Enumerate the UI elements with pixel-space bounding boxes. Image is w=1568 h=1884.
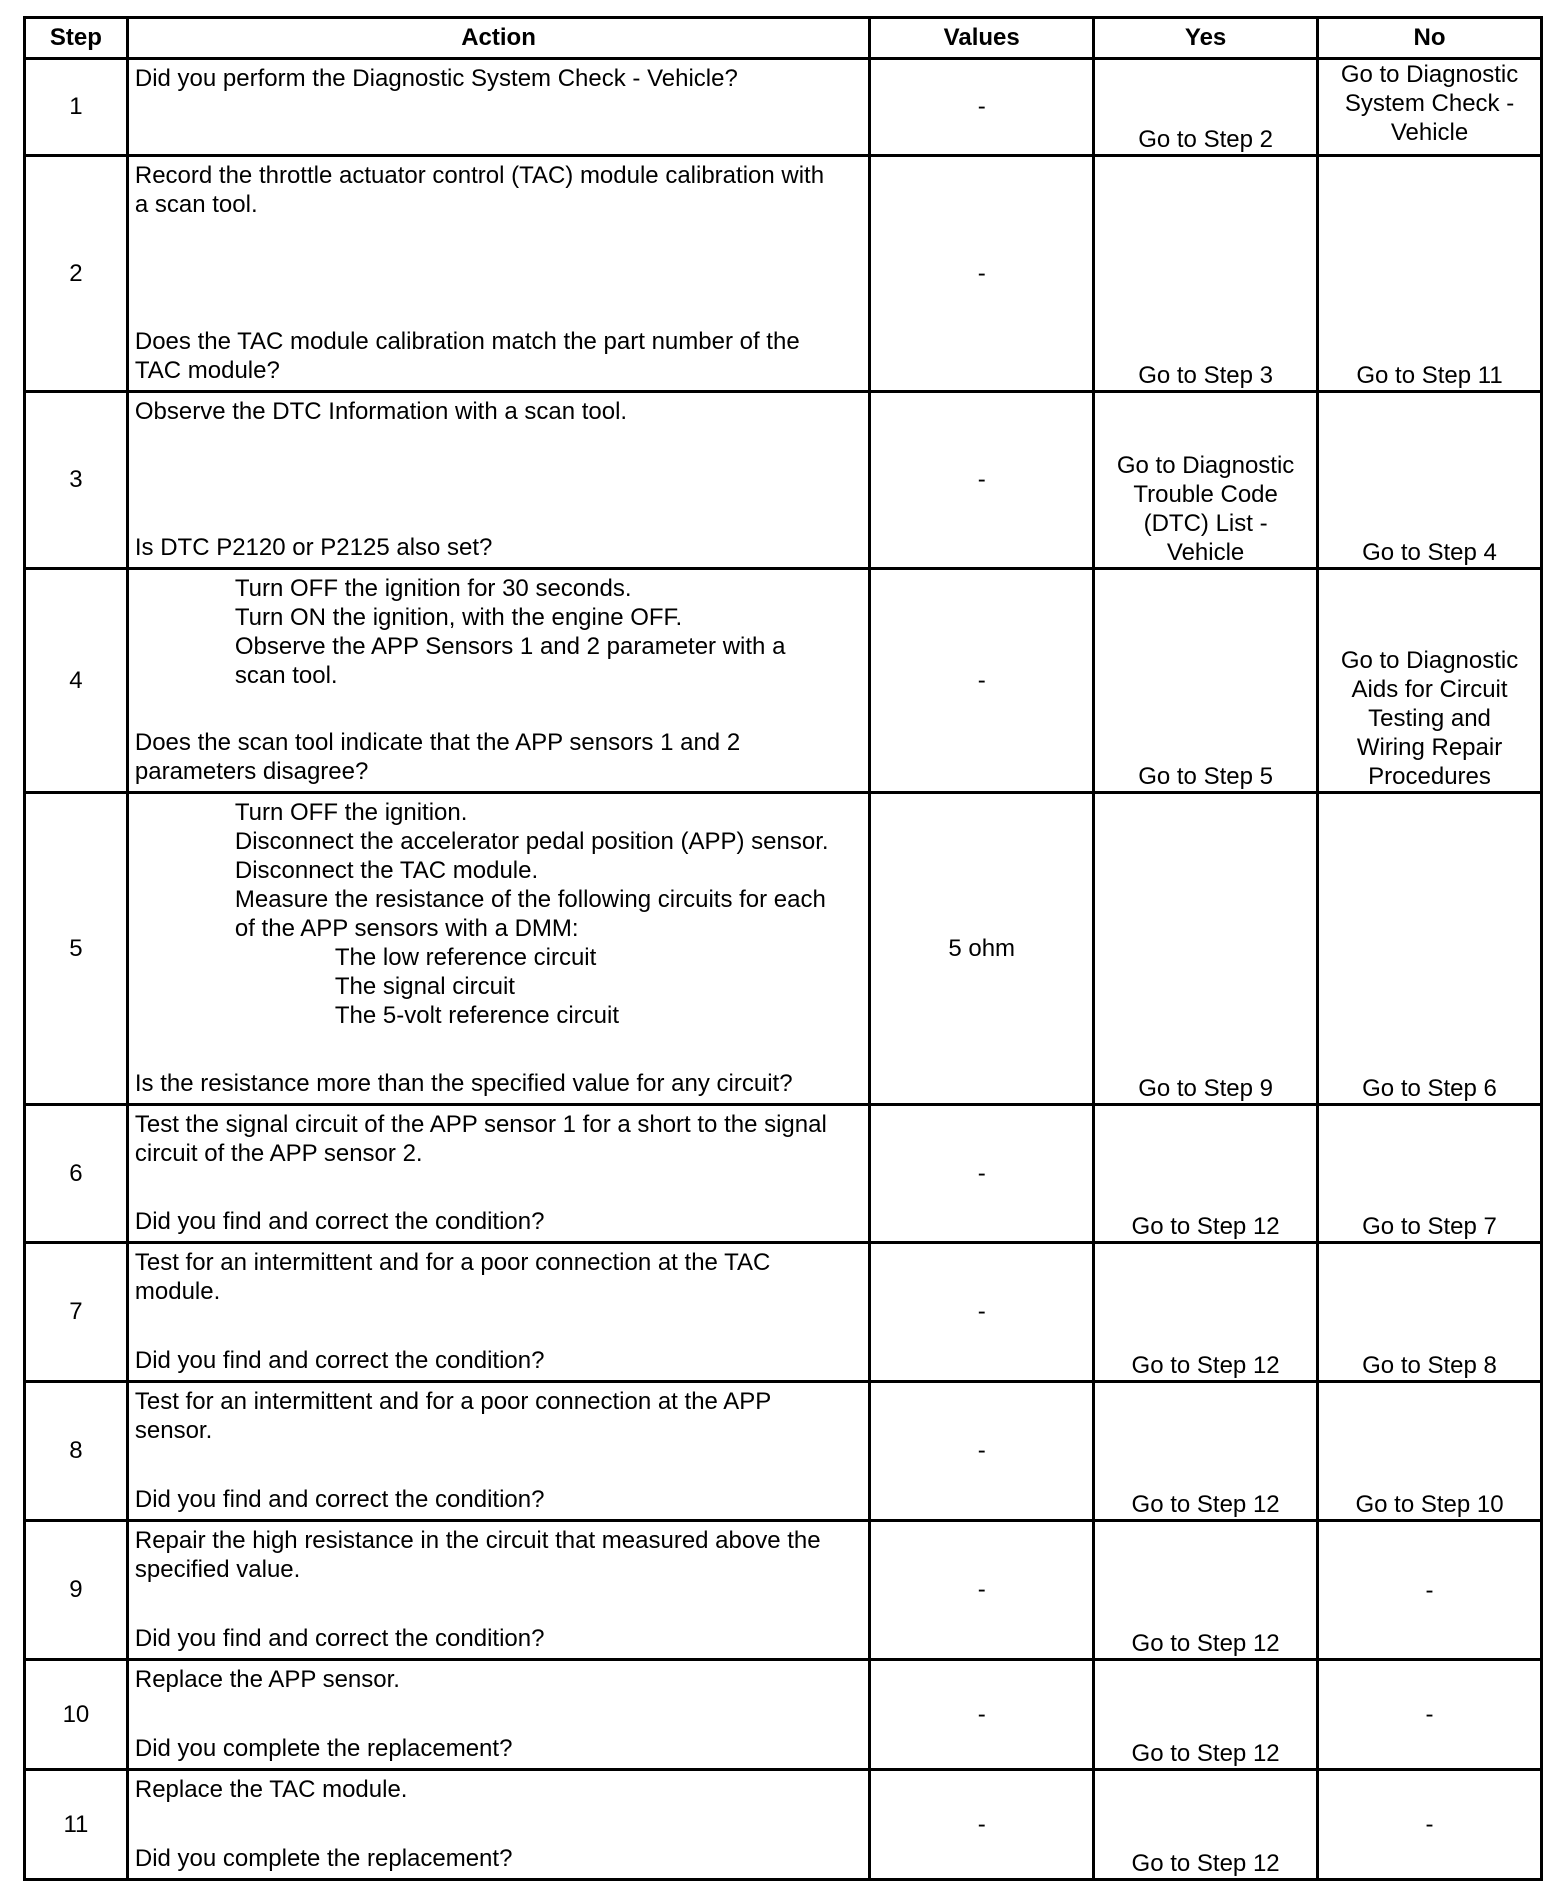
action-question: Did you find and correct the condition? [134,1486,545,1513]
table-header-row [25,18,1542,59]
header-action: Action [127,18,869,59]
action-cell [127,793,869,1105]
action-question: Did you find and correct the condition? [134,1625,545,1652]
header-step: Step [25,18,128,59]
action-question: Did you complete the replacement? [134,1845,513,1872]
step-number: 8 [25,1382,128,1521]
table-row [25,1243,1542,1382]
action-question: Did you find and correct the condition? [134,1208,545,1235]
table-row [25,1521,1542,1660]
value-cell: 5 ohm [870,793,1094,1105]
action-line: specified value. [134,1556,301,1583]
action-question: Is DTC P2120 or P2125 also set? [134,534,493,561]
action-line: Measure the resistance of the following circuits for each [234,886,826,913]
step-number: 10 [25,1660,128,1770]
step-number: 4 [25,569,128,793]
no-cell: Go to Step 11 [1318,156,1542,392]
action-cell [127,1770,869,1880]
no-cell: Go to Step 4 [1318,392,1542,569]
value-cell: - [870,1243,1094,1382]
yes-cell: Go to Diagnostic Trouble Code (DTC) List - Vehicle [1094,392,1318,569]
value-cell: - [870,1105,1094,1243]
action-line: Observe the APP Sensors 1 and 2 parameter with a [234,633,786,660]
action-question: Did you find and correct the condition? [134,1347,545,1374]
action-question: Is the resistance more than the specified value for any circuit? [134,1070,793,1097]
action-line: a scan tool. [134,191,258,218]
value-cell: - [870,1521,1094,1660]
no-cell: Go to Diagnostic System Check - Vehicle [1318,59,1542,156]
table-row [25,1382,1542,1521]
yes-cell: Go to Step 12 [1094,1521,1318,1660]
action-cell [127,1521,869,1660]
yes-cell: Go to Step 12 [1094,1105,1318,1243]
action-line: Observe the DTC Information with a scan tool. [134,398,628,425]
table-row [25,392,1542,569]
yes-cell: Go to Step 12 [1094,1660,1318,1770]
action-sub-item: The low reference circuit [334,944,597,971]
value-cell: - [870,1660,1094,1770]
yes-cell: Go to Step 12 [1094,1243,1318,1382]
action-line: Replace the APP sensor. [134,1666,400,1693]
action-line: Turn ON the ignition, with the engine OFF. [234,604,683,631]
action-question: Does the TAC module calibration match the part number of the TAC module? [134,328,800,384]
header-values: Values [870,18,1094,59]
header-no: No [1318,18,1542,59]
yes-cell: Go to Step 12 [1094,1382,1318,1521]
no-cell: - [1318,1521,1542,1660]
action-sub-item: The signal circuit [334,973,515,1000]
yes-cell: Go to Step 12 [1094,1770,1318,1880]
no-cell: - [1318,1660,1542,1770]
no-cell: - [1318,1770,1542,1880]
value-cell: - [870,392,1094,569]
table-row [25,1660,1542,1770]
action-line: Repair the high resistance in the circuit that measured above the [134,1527,821,1554]
value-cell: - [870,59,1094,156]
step-number: 9 [25,1521,128,1660]
action-line: Record the throttle actuator control (TAC) module calibration with [134,162,825,189]
action-cell [127,1243,869,1382]
value-cell: - [870,569,1094,793]
no-cell: Go to Diagnostic Aids for Circuit Testing and Wiring Repair Procedures [1318,569,1542,793]
value-cell: - [870,1382,1094,1521]
table-row [25,569,1542,793]
diagnostic-table [23,16,1543,1881]
action-line: Replace the TAC module. [134,1776,408,1803]
action-question: Did you complete the replacement? [134,1735,513,1762]
step-number: 3 [25,392,128,569]
no-cell: Go to Step 8 [1318,1243,1542,1382]
action-question: Does the scan tool indicate that the APP sensors 1 and 2 parameters disagree? [134,729,741,785]
step-number: 11 [25,1770,128,1880]
table-row [25,156,1542,392]
table-row [25,1770,1542,1880]
action-cell [127,1382,869,1521]
action-cell [127,156,869,392]
no-cell: Go to Step 10 [1318,1382,1542,1521]
action-line: sensor. [134,1417,213,1444]
action-cell [127,1660,869,1770]
value-cell: - [870,156,1094,392]
yes-cell: Go to Step 5 [1094,569,1318,793]
action-line: of the APP sensors with a DMM: [234,915,579,942]
action-line: Turn OFF the ignition for 30 seconds. [234,575,632,602]
header-yes: Yes [1094,18,1318,59]
table-row [25,59,1542,156]
action-line: module. [134,1278,221,1305]
table-row [25,793,1542,1105]
step-number: 5 [25,793,128,1105]
step-number: 7 [25,1243,128,1382]
action-line: Test the signal circuit of the APP sensor 1 for a short to the signal [134,1111,827,1138]
step-number: 6 [25,1105,128,1243]
action-cell [127,392,869,569]
no-cell: Go to Step 6 [1318,793,1542,1105]
value-cell: - [870,1770,1094,1880]
table-row [25,1105,1542,1243]
yes-cell: Go to Step 3 [1094,156,1318,392]
action-sub-item: The 5-volt reference circuit [334,1002,619,1029]
step-number: 2 [25,156,128,392]
action-cell [127,569,869,793]
action-line: Turn OFF the ignition. [234,799,468,826]
action-line: Disconnect the TAC module. [234,857,539,884]
action-line: Test for an intermittent and for a poor connection at the APP [134,1388,772,1415]
yes-cell: Go to Step 2 [1094,59,1318,156]
action-cell [127,1105,869,1243]
yes-cell: Go to Step 9 [1094,793,1318,1105]
no-cell: Go to Step 7 [1318,1105,1542,1243]
action-line: Disconnect the accelerator pedal position (APP) sensor. [234,828,829,855]
action-line: Test for an intermittent and for a poor connection at the TAC [134,1249,771,1276]
step-number: 1 [25,59,128,156]
action-line: Did you perform the Diagnostic System Check - Vehicle? [134,65,738,92]
action-line: circuit of the APP sensor 2. [134,1140,423,1167]
action-line: scan tool. [234,662,338,689]
action-cell [127,59,869,156]
